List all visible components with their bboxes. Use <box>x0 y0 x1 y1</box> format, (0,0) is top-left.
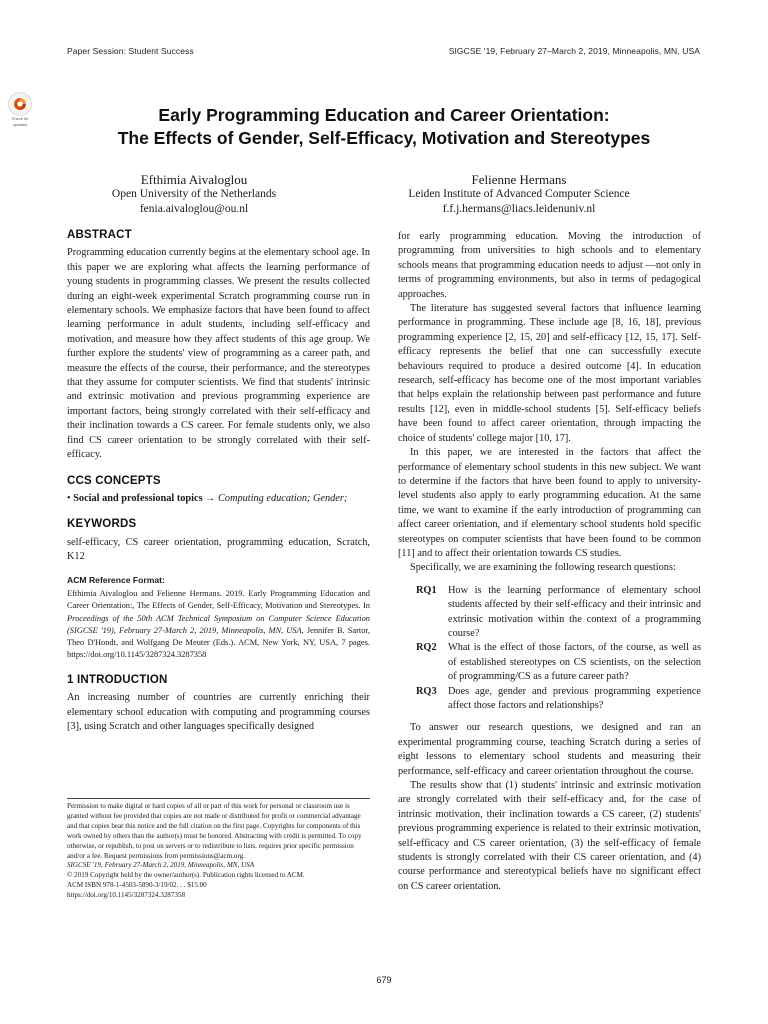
acm-reference-text <box>67 588 370 662</box>
badge-label-line1: Check for <box>11 116 29 121</box>
rq-label: RQ3 <box>416 685 437 697</box>
author-email[interactable]: fenia.aivaloglou@ou.nl <box>139 203 249 215</box>
permission-text: Permission to make digital or hard copies of all or part of this work for personal or classroom use is granted without fee provided that copies are not made or distributed for profit or commercial advantage and that copies bear this notice and the full citation on the first page. Copyrights for components of this work owned by others than the author(s) must be honored. Abstracting with credit is permitted. To copy otherwise, or republish, to post on servers or to redistribute to lists, requires prior specific permission and/or a fee. Request permissions from permissions@acm.org. <box>67 802 362 860</box>
research-question-item <box>416 641 701 684</box>
intro-paragraph-1-cont: for early programming education. Moving the introduction of programming from universities to high schools and to elementary schools means that programming education needs to adjust —not only in terms of programming environments, but also in terms of pedagogical approaches. <box>398 231 701 300</box>
research-question-item <box>416 685 701 714</box>
abstract-text: Programming education currently begins at the elementary school age. In this paper we are exploring what affects the learning performance of young students in programming classes. We present the results collected during an eight-week experimental Scratch programming course run in elementary schools. We emphasize factors that have been found to affect learning performance in adult students, including self-efficacy and motivation, and measure how they affect students of this age group. We further explore the students' view of programming as a career path, and measure the effects of the course, their performance, and the stereotypes that they assume for computer scientists. We find that students' intrinsic and extrinsic motivation and previous programming experience are important factors, being strongly correlated with their self-efficacy and their inclination towards a CS career. For female students only, we also find CS career orientation to be strongly correlated with their self-efficacy. <box>67 247 370 461</box>
intro-paragraph-2: The literature has suggested several factors that influence learning performance in programming. These include age [8, 16, 18], previous programming experience [2, 15, 20] and self-efficacy [12, 15, 17]. Self-efficacy represents the belief that one can successfully execute behaviours required to produce a desired outcome [4]. In education research, self-efficacy has become one of the most important variables that helps explain the relationship between past performance and future results [12], even in middle-school students [5]. Self-efficacy beliefs have been found to affect career orientation, through impacting the choice of students' college major [10, 17]. <box>398 303 701 444</box>
ccs-bullet: • <box>67 492 71 504</box>
research-question-item <box>416 584 701 642</box>
rq-text: What is the effect of those factors, of the course, as well as of established stereotypes on CS scientists, on the selection of programming/CS as a future career path? <box>448 642 701 683</box>
ccs-strong: Social and professional topics <box>73 492 203 504</box>
left-column <box>67 228 370 734</box>
author-name: Felienne Hermans <box>471 172 567 187</box>
intro-paragraph-1-start: An increasing number of countries are currently enriching their elementary school education with computing and programming courses [3], using Scratch and other languages specifically designed <box>67 692 370 732</box>
rq-label: RQ1 <box>416 584 437 596</box>
page-number: 679 <box>376 975 392 985</box>
keywords-text: self-efficacy, CS career orientation, programming education, Scratch, K12 <box>67 536 370 563</box>
reference-part-2: , Jennifer B. Sartor, Theo D'Hondt, and Wolfgang De Meuter (Eds.). ACM, New York, NY, USA, 7 pages. https://doi.org/10.1145/3287324.3287358 <box>67 625 370 660</box>
author-affiliation: Open University of the Netherlands <box>111 188 277 200</box>
keywords-heading: KEYWORDS <box>67 518 137 531</box>
footnote-venue: SIGCSE '19, February 27-March 2, 2019, Minneapolis, MN, USA <box>67 861 255 870</box>
title-line-1: Early Programming Education and Career Orientation: <box>158 105 610 125</box>
check-for-updates-badge[interactable] <box>6 92 34 127</box>
author-block-1 <box>44 172 344 217</box>
research-questions-list <box>398 584 701 714</box>
right-column <box>398 230 701 894</box>
abstract-heading: ABSTRACT <box>67 229 132 241</box>
rq-text: How is the learning performance of elementary school students affected by their self-efficacy and their intrinsic and extrinsic motivation within the context of a programming course? <box>448 584 701 639</box>
paper-title <box>40 104 728 150</box>
ccs-rest: Computing education; Gender; <box>218 492 348 504</box>
author-affiliation: Leiden Institute of Advanced Computer Science <box>408 188 630 200</box>
author-block-2 <box>369 172 669 217</box>
intro-paragraph-6: The results show that (1) students' intrinsic and extrinsic motivation are strongly correlated with their self-efficacy and, for the case of intrinsic motivation, their inclination towards a CS career, (2) students' previous programming experience is related to their extrinsic motivation, self-efficacy and CS career orientation, (3) the self-efficacy of female students is strongly correlated with their CS career orientation, and (4) course performance and stereotypical beliefs have no significant effect on CS career orientation. <box>398 780 701 892</box>
author-email[interactable]: f.f.j.hermans@liacs.leidenuniv.nl <box>442 203 596 215</box>
author-name: Efthimia Aivaloglou <box>140 172 248 187</box>
badge-label-line2: updates <box>12 121 28 127</box>
check-for-updates-icon <box>8 92 32 116</box>
intro-paragraph-4: Specifically, we are examining the following research questions: <box>410 562 676 574</box>
footnote-isbn: ACM ISBN 978-1-4503-5890-3/19/02. . . $15.00 <box>67 881 207 890</box>
reference-proceedings: Proceedings of the 50th ACM Technical Symposium on Computer Science Education (SIGCSE '19), February 27-March 2, 2019, Minneapolis, MN, USA <box>67 613 370 635</box>
running-header-right: SIGCSE '19, February 27–March 2, 2019, Minneapolis, MN, USA <box>448 46 700 56</box>
introduction-heading: 1 INTRODUCTION <box>67 673 168 686</box>
ccs-concepts <box>67 492 370 506</box>
footnote-copyright: © 2019 Copyright held by the owner/author(s). Publication rights licensed to ACM. <box>67 871 305 880</box>
ccs-arrow: → <box>205 492 216 504</box>
footnote-doi[interactable]: https://doi.org/10.1145/3287324.3287358 <box>67 891 186 900</box>
ccs-heading: CCS CONCEPTS <box>67 474 161 487</box>
rq-text: Does age, gender and previous programming experience affect those factors and relationships? <box>448 685 701 711</box>
acm-reference-heading: ACM Reference Format: <box>67 574 165 585</box>
running-header-left: Paper Session: Student Success <box>67 46 194 56</box>
rq-label: RQ2 <box>416 642 437 654</box>
title-line-2: The Effects of Gender, Self-Efficacy, Motivation and Stereotypes <box>117 128 651 148</box>
intro-paragraph-3: In this paper, we are interested in the factors that affect the performance of elementary school students in this new subject. We want to determine if the factors that have been found to apply to university-level students also apply to early programming education. At the same time, we want to examine if the early introduction of programming can affect career orientation, and if elementary school students hold specific stereotypes on computer scientists that have been found to be common [11] and to affect their orientation towards CS studies. <box>398 447 701 559</box>
permission-footnote <box>67 798 370 901</box>
intro-paragraph-5: To answer our research questions, we designed and ran an experimental programming course, teaching Scratch during a series of eight lessons to elementary school students and measuring their performance, self-efficacy and career orientation throughout the course. <box>398 722 701 777</box>
reference-part-1: Efthimia Aivaloglou and Felienne Hermans. 2019. Early Programming Education and Career Orientation:, The Effects of Gender, Self-Efficacy, Motivation and Stereotypes. In <box>67 588 370 611</box>
